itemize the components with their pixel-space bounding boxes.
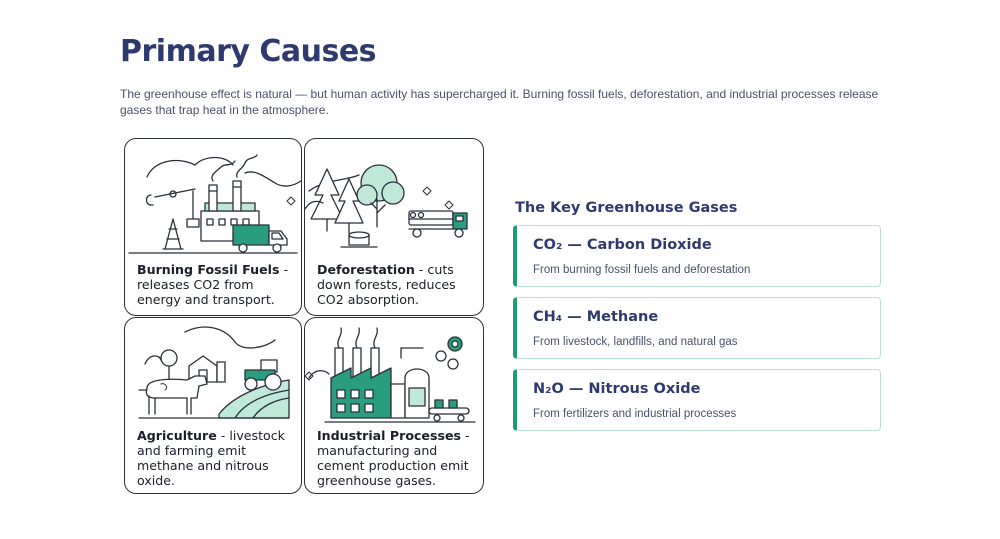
- cause-desc: - releases CO2 from energy and transport.: [137, 262, 289, 307]
- cow-barn-tractor-illustration: [125, 318, 303, 426]
- gas-name: CH₄ — Methane: [533, 309, 659, 325]
- gas-name: CO₂ — Carbon Dioxide: [533, 237, 712, 253]
- page-title: Primary Causes: [120, 34, 377, 69]
- gas-description: From burning fossil fuels and deforestation: [533, 264, 751, 276]
- gas-card-co2: [513, 225, 881, 287]
- cause-caption-deforestation: [317, 262, 477, 307]
- factory-gears-conveyor-illustration: [305, 318, 485, 426]
- cause-caption-fossil-fuels: [137, 262, 295, 307]
- cause-title: Deforestation: [317, 262, 415, 277]
- cause-caption-agriculture: [137, 428, 295, 488]
- cause-card-industrial: [304, 317, 484, 494]
- cause-card-deforestation: [304, 138, 484, 316]
- cause-title: Industrial Processes: [317, 428, 462, 443]
- cause-desc: - cuts down forests, reduces CO2 absorption.: [317, 262, 456, 307]
- trees-stump-logging-truck-illustration: [305, 139, 485, 259]
- causes-grid: [124, 138, 484, 494]
- gas-name: N₂O — Nitrous Oxide: [533, 381, 701, 397]
- cause-title: Agriculture: [137, 428, 217, 443]
- cause-caption-industrial: [317, 428, 477, 488]
- gas-description: From livestock, landfills, and natural gas: [533, 336, 738, 348]
- cause-desc: - livestock and farming emit methane and nitrous oxide.: [137, 428, 285, 488]
- cause-card-fossil-fuels: [124, 138, 302, 316]
- gas-card-n2o: [513, 369, 881, 431]
- cause-title: Burning Fossil Fuels: [137, 262, 280, 277]
- intro-paragraph: The greenhouse effect is natural — but human activity has supercharged it. Burning fossil fuels, deforestation, and industrial processes release gases that trap heat in the atmosphere.: [120, 87, 879, 117]
- cause-desc: - manufacturing and cement production emit greenhouse gases.: [317, 428, 470, 488]
- gas-description: From fertilizers and industrial processes: [533, 408, 737, 420]
- cause-card-agriculture: [124, 317, 302, 494]
- oil-pump-factory-truck-illustration: [125, 139, 303, 259]
- gases-section-title: The Key Greenhouse Gases: [515, 200, 738, 216]
- gas-card-ch4: [513, 297, 881, 359]
